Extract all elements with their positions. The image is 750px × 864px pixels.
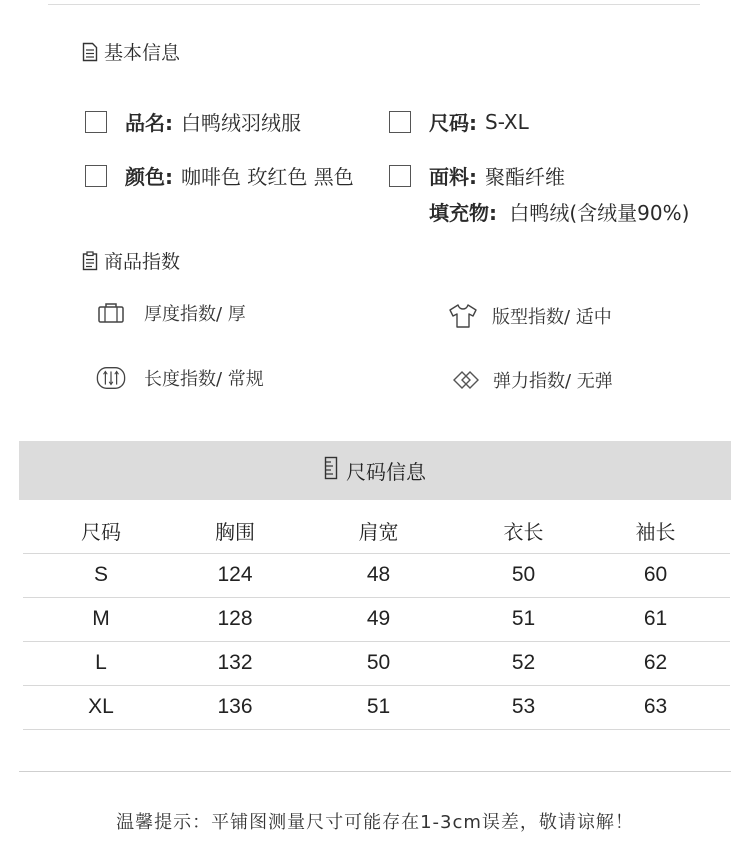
clipboard-icon — [82, 251, 98, 271]
table-cell: M — [23, 597, 179, 641]
briefcase-icon — [96, 300, 126, 326]
table-row — [23, 597, 730, 641]
size-table — [23, 509, 730, 730]
table-cell: 132 — [179, 641, 291, 685]
checkbox[interactable] — [389, 165, 411, 187]
length-icon — [96, 365, 126, 391]
table-cell: XL — [23, 685, 179, 729]
item-fabric-value: 聚酯纤维 — [485, 165, 565, 189]
table-row — [23, 641, 730, 685]
table-cell: 51 — [466, 597, 581, 641]
table-header-row — [23, 509, 730, 553]
index-fit — [448, 303, 612, 329]
table-cell: 50 — [291, 641, 466, 685]
table-cell: 60 — [581, 553, 730, 597]
table-cell: 61 — [581, 597, 730, 641]
index-length-text: 长度指数/ 常规 — [144, 369, 264, 390]
basic-info-title: 基本信息 — [104, 42, 181, 64]
top-divider — [48, 4, 700, 5]
table-cell: S — [23, 553, 179, 597]
item-color-label: 颜色: — [125, 165, 173, 189]
item-size — [389, 107, 529, 136]
item-fabric — [389, 161, 565, 190]
table-cell: 62 — [581, 641, 730, 685]
size-info-title: 尺码信息 — [346, 460, 426, 484]
table-cell: 51 — [291, 685, 466, 729]
bottom-divider — [19, 771, 731, 772]
item-color — [85, 161, 354, 190]
table-cell: 49 — [291, 597, 466, 641]
table-cell: 124 — [179, 553, 291, 597]
size-info-header — [19, 441, 731, 500]
ruler-icon — [324, 456, 338, 485]
index-thickness-text: 厚度指数/ 厚 — [144, 304, 246, 325]
index-fit-text: 版型指数/ 适中 — [492, 307, 612, 328]
item-filling-value: 白鸭绒(含绒量90%) — [509, 201, 690, 225]
document-icon — [82, 42, 98, 62]
product-index-title: 商品指数 — [104, 251, 181, 273]
table-row — [23, 553, 730, 597]
table-cell: 52 — [466, 641, 581, 685]
index-length — [96, 365, 264, 391]
table-cell: 128 — [179, 597, 291, 641]
item-fabric-label: 面料: — [429, 165, 477, 189]
table-cell: 53 — [466, 685, 581, 729]
column-header: 衣长 — [466, 509, 581, 553]
table-cell: 63 — [581, 685, 730, 729]
basic-info-header — [82, 38, 180, 65]
item-filling-label: 填充物: — [429, 201, 497, 225]
checkbox[interactable] — [389, 111, 411, 133]
elastic-icon — [451, 367, 481, 393]
table-cell: 50 — [466, 553, 581, 597]
tshirt-icon — [448, 303, 478, 329]
checkbox[interactable] — [85, 111, 107, 133]
item-name — [85, 107, 301, 136]
item-name-value: 白鸭绒羽绒服 — [181, 111, 301, 135]
column-header: 袖长 — [581, 509, 730, 553]
table-cell: 48 — [291, 553, 466, 597]
item-filling — [429, 197, 689, 226]
column-header: 胸围 — [179, 509, 291, 553]
item-name-label: 品名: — [125, 111, 173, 135]
checkbox[interactable] — [85, 165, 107, 187]
table-cell: L — [23, 641, 179, 685]
item-color-value: 咖啡色 玫红色 黑色 — [181, 165, 354, 189]
index-elasticity — [451, 367, 613, 393]
column-header: 肩宽 — [291, 509, 466, 553]
table-cell: 136 — [179, 685, 291, 729]
item-size-label: 尺码: — [429, 111, 477, 135]
index-elasticity-text: 弹力指数/ 无弹 — [493, 371, 613, 392]
column-header: 尺码 — [23, 509, 179, 553]
index-thickness — [96, 300, 246, 326]
item-size-value: S-XL — [485, 109, 529, 134]
product-index-header — [82, 247, 180, 274]
table-row — [23, 685, 730, 729]
measurement-tip: 温馨提示：平铺图测量尺寸可能存在1-3cm误差，敬请谅解！ — [116, 812, 634, 833]
